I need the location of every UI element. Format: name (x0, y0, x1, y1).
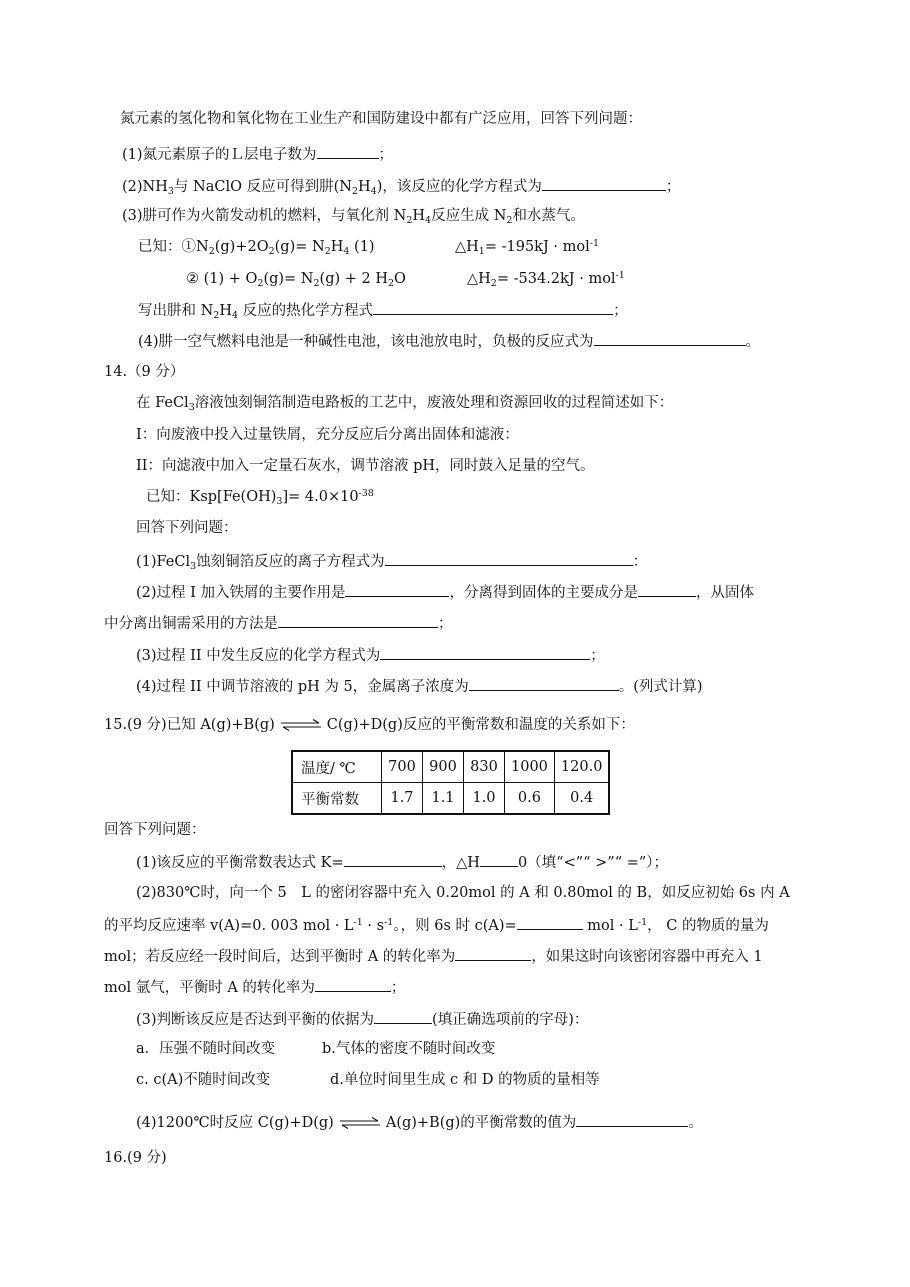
answer-blank[interactable] (455, 944, 531, 961)
q14-part2-line1: (2)过程 I 加入铁屑的主要作用是 ，分离得到固体的主要成分是 ，从固体 (136, 580, 754, 602)
q15-option-d: d.单位时间里生成 c 和 D 的物质的量相等 (330, 1072, 600, 1088)
table-cell: 1000 (505, 751, 555, 783)
q15-part2-line1: (2)830℃时，向一个 5 L 的密闭容器中充入 0.20mol 的 A 和 0.80mol 的 B，如反应初始 6s 内 A (136, 885, 790, 901)
answer-blank[interactable] (638, 580, 696, 597)
q14-part2-line2: 中分离出铜需采用的方法是 ； (104, 611, 453, 633)
q15-header: 15.(9 分)已知 A(g)+B(g) C(g)+D(g)反应的平衡常数和温度的关系如下： (104, 717, 635, 733)
table-cell: 700 (382, 751, 423, 783)
answer-blank[interactable] (373, 298, 613, 315)
q13-write-equation: 写出肼和 $N_2H_4$ 反应的热化学方程式 ； (138, 298, 628, 320)
q13-delta-h2: $\triangle H_2= -534.2kJ \cdot mol^{-1}$ (467, 270, 625, 289)
q15-part1: (1)该反应的平衡常数表达式 K= ，△H 0（填“<”“ >”“ =”）； (136, 850, 668, 872)
answer-blank[interactable] (317, 142, 379, 159)
table-row (292, 751, 609, 783)
answer-blank[interactable] (542, 174, 666, 191)
q15-part3: (3)判断该反应是否达到平衡的依据为 (填正确选项前的字母)： (136, 1007, 588, 1029)
answer-blank[interactable] (480, 850, 518, 867)
table-cell: 830 (464, 751, 505, 783)
answer-blank[interactable] (374, 1007, 432, 1024)
equilibrium-arrow-icon (279, 719, 323, 731)
q14-answer-label: 回答下列问题： (136, 520, 238, 536)
answer-blank[interactable] (594, 329, 746, 346)
q14-part1: (1)FeCl$_3$蚀刻铜箔反应的离子方程式为 ： (136, 549, 647, 571)
q15-option-a: a．压强不随时间改变 (136, 1041, 276, 1057)
q15-part2-line4: mol 氩气，平衡时 A 的转化率为 ； (104, 975, 405, 997)
q13-known-2: ② $(1) + O_2(g)= N_2(g) + 2$ $H_2O$ (186, 271, 406, 289)
q15-answer-label: 回答下列问题： (104, 822, 206, 838)
answer-blank[interactable] (345, 580, 449, 597)
q13-part1: (1)氮元素原子的Ｌ层电子数为 ； (122, 142, 393, 164)
q15-option-b: b.气体的密度不随时间改变 (322, 1041, 496, 1057)
q15-option-c: c. c(A)不随时间改变 (136, 1072, 271, 1088)
answer-blank[interactable] (315, 975, 391, 992)
q13-part4: (4)肼一空气燃料电池是一种碱性电池，该电池放电时，负极的反应式为 。 (138, 329, 760, 351)
answer-blank[interactable] (385, 549, 633, 566)
equilibrium-table (291, 750, 610, 815)
answer-blank[interactable] (469, 674, 619, 691)
q14-known: 已知：$Ksp[Fe(OH)_3]= 4.0\times 10^{-38}$ (146, 488, 374, 507)
q14-header: 14.（9 分） (104, 364, 185, 380)
table-row-label: 平衡常数 (292, 783, 382, 815)
q13-part2: $(2)NH_3$与 NaClO 反应可得到肼$(N_2H_4)$，该反应的化学方程式为 ； (122, 174, 680, 196)
table-cell: 1.0 (464, 783, 505, 815)
answer-blank[interactable] (576, 1110, 688, 1127)
q14-intro: 在 FeCl$_3$溶液蚀刻铜箔制造电路板的工艺中，废液处理和资源回收的过程简述如下： (136, 395, 674, 413)
q13-delta-h1: $\triangle H_1= -195kJ \cdot mol^{-1}$ (455, 238, 599, 257)
equilibrium-arrow-icon (338, 1117, 382, 1129)
q13-intro: 氮元素的氢化物和氧化物在工业生产和国防建设中都有广泛应用，回答下列问题： (120, 111, 642, 127)
table-cell: 0.4 (554, 783, 609, 815)
answer-blank[interactable] (278, 611, 438, 628)
q13-part3: (3)肼可作为火箭发动机的燃料，与氧化剂 $N_2H_4$反应生成 $N_2$和水蒸气。 (122, 208, 585, 226)
q14-step-1: I：向废液中投入过量铁屑，充分反应后分离出固体和滤液： (136, 427, 519, 443)
table-cell: 1.1 (423, 783, 464, 815)
q15-part4: (4)1200℃时反应 C(g)+D(g) A(g)+B(g)的平衡常数的值为 。 (136, 1110, 703, 1132)
answer-blank[interactable] (380, 643, 590, 660)
table-row-label: 温度/ ℃ (292, 751, 382, 783)
table-row (292, 783, 609, 815)
table-cell: 900 (423, 751, 464, 783)
q16-header: 16.(9 分) (104, 1150, 167, 1166)
answer-blank[interactable] (517, 913, 583, 930)
answer-blank[interactable] (344, 850, 442, 867)
table-cell: 1.7 (382, 783, 423, 815)
table-cell: 0.6 (505, 783, 555, 815)
table-cell: 120.0 (554, 751, 609, 783)
q14-part4: (4)过程 II 中调节溶液的 pH 为 5，金属离子浓度为 。(列式计算) (136, 674, 703, 696)
q15-part2-line3: mol；若反应经一段时间后，达到平衡时 A 的转化率为 ，如果这时向该密闭容器中再充入 1 (104, 944, 763, 966)
q14-step-2: II：向滤液中加入一定量石灰水，调节溶液 pH，同时鼓入足量的空气。 (136, 458, 595, 474)
q15-part2-line2: 的平均反应速率 v(A)=0. 003 mol · $L^{-1} \cdot s^{-1}$。，则 6s 时 c(A)= mol · $L^{-1}$， C 的物质的量为 (104, 913, 769, 935)
q13-known-1: 已知：$①N_2(g)+2O_2(g)= N_2H_4$ (1) (138, 239, 375, 257)
q14-part3: (3)过程 II 中发生反应的化学方程式为 ； (136, 643, 605, 665)
